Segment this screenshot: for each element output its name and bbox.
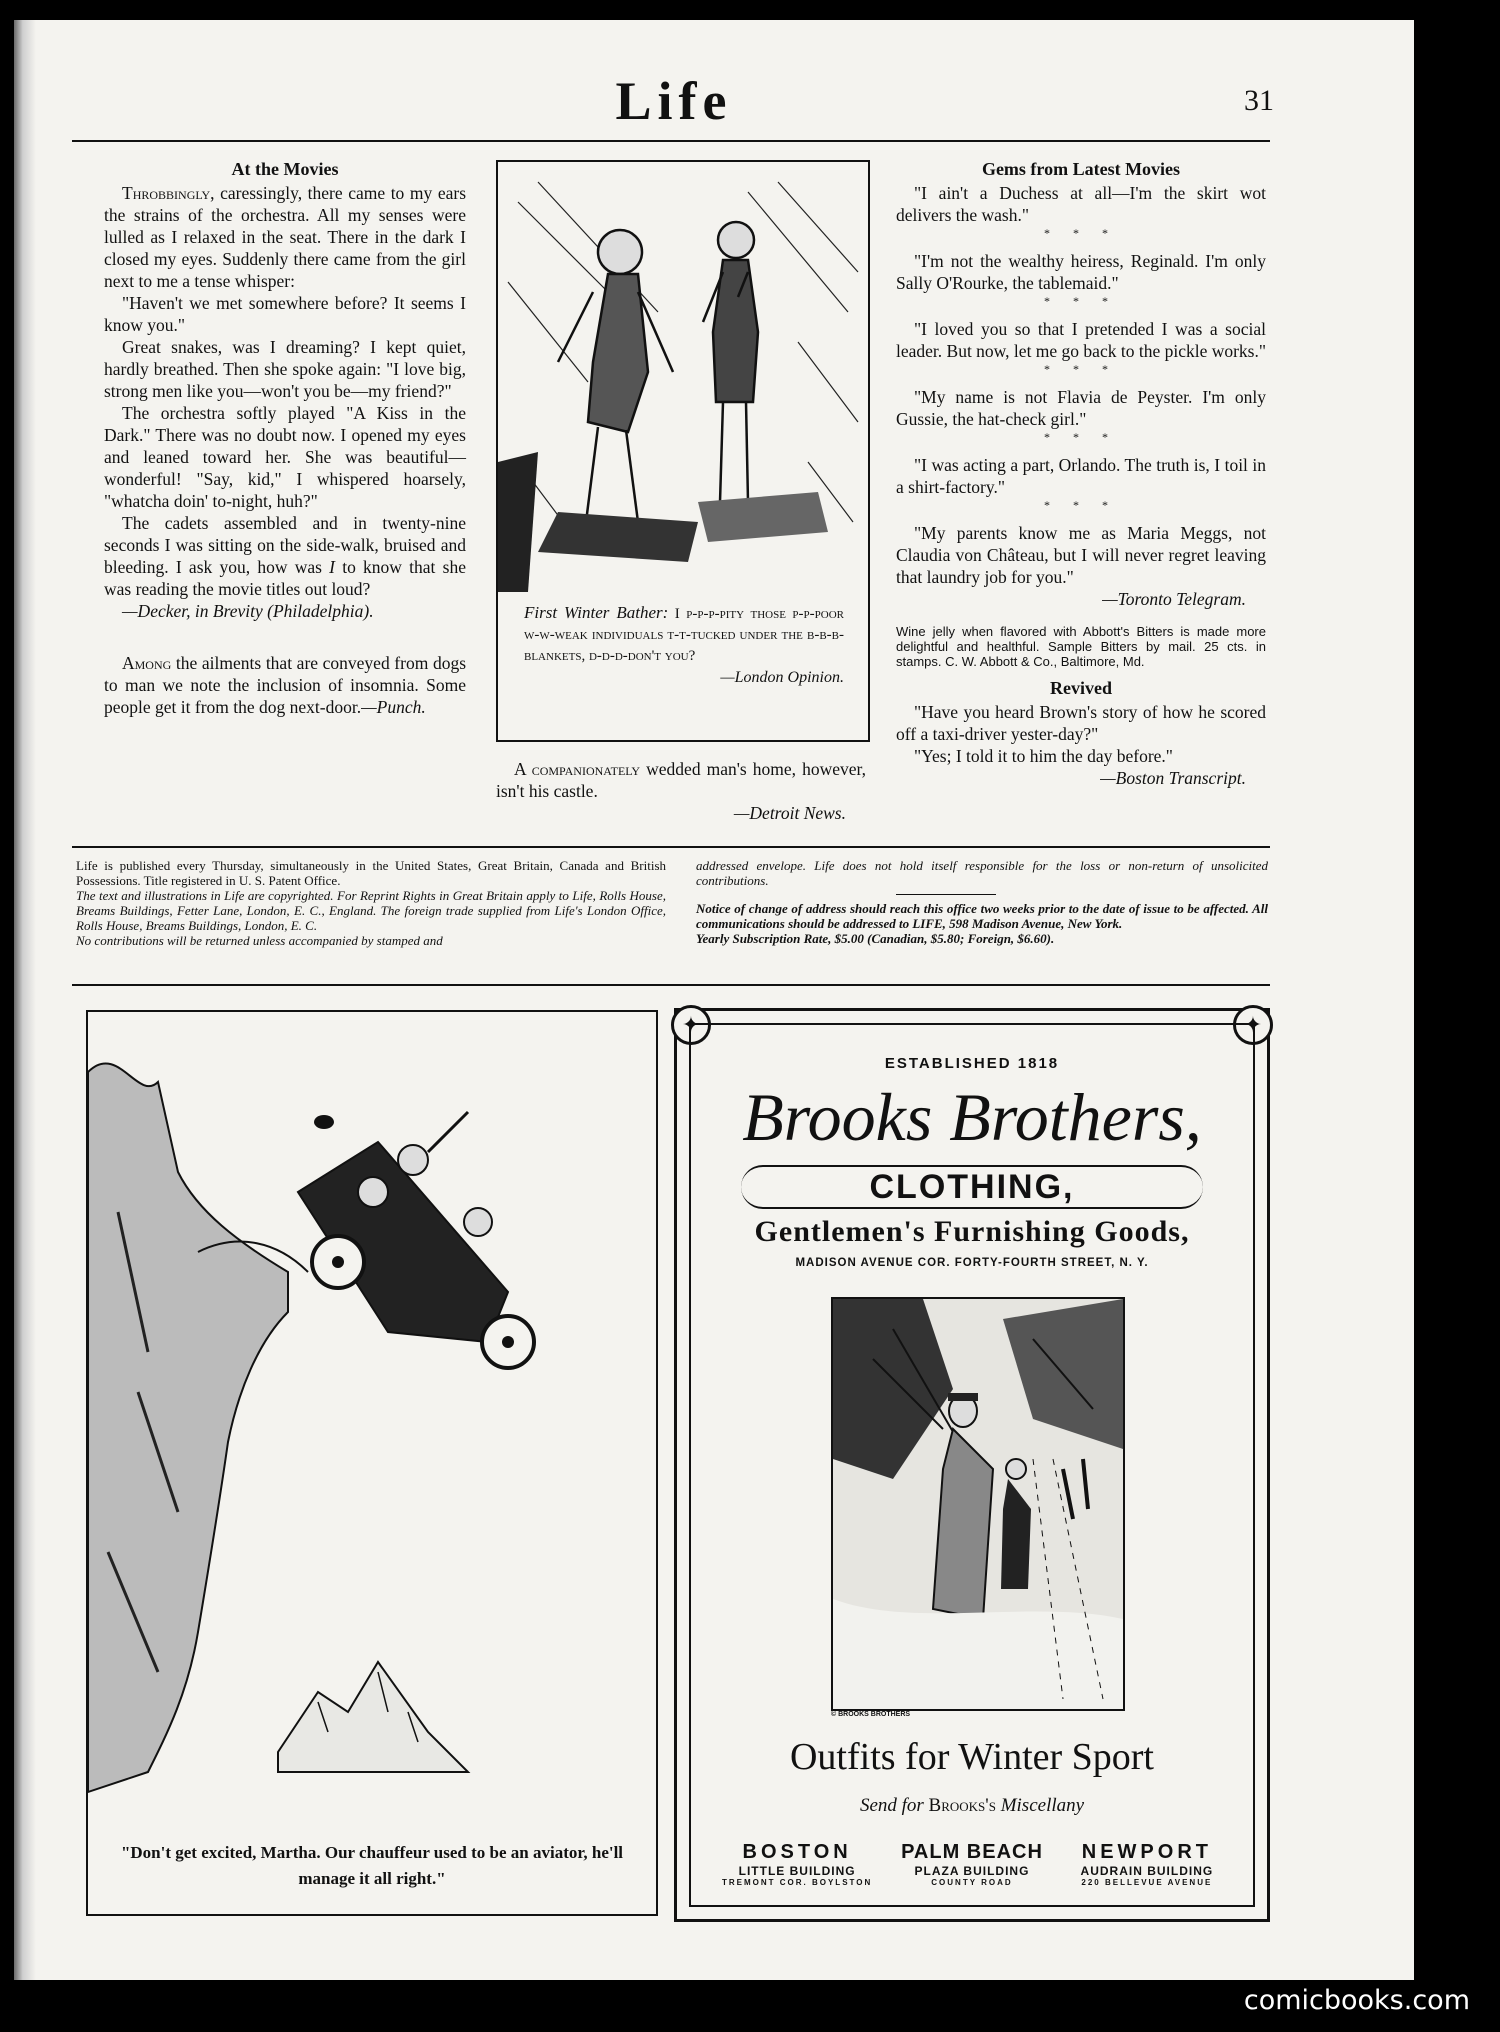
send-text: Miscellany <box>995 1795 1085 1816</box>
revived-attribution: —Boston Transcript. <box>1100 768 1246 788</box>
store-building: AUDRAIN BUILDING <box>1080 1864 1214 1878</box>
ad-store-locations <box>711 1841 1233 1887</box>
caption-text: I p-p-p-pity those p-p-poor w-w-weak individuals t-t-tucked under the b-b-b-blankets, d-d-d-don't you? <box>524 606 844 664</box>
store-boston <box>711 1841 883 1887</box>
story-paragraph: "Haven't we met somewhere before? It seems I know you." <box>104 293 466 335</box>
subscription-rate: Yearly Subscription Rate, $5.00 (Canadian, $5.80; Foreign, $6.60). <box>696 931 1055 946</box>
revived-paragraph: "Yes; I told it to him the day before." <box>914 746 1173 766</box>
paragraph-text: wedded man's home, however, isn't his castle. <box>496 759 866 801</box>
gem-quote: "I'm not the wealthy heiress, Reginald. I'm only Sally O'Rourke, the tablemaid." <box>896 251 1266 293</box>
notice-divider <box>896 894 996 895</box>
column-right <box>896 158 1266 789</box>
story-title-at-the-movies: At the Movies <box>231 159 339 179</box>
cartoon-caption: "Don't get excited, Martha. Our chauffeur used to be an aviator, he'll manage it all right." <box>120 1843 624 1888</box>
gem-quote: "I ain't a Duchess at all—I'm the skirt wot delivers the wash." <box>896 183 1266 225</box>
abbotts-bitters-notice: Wine jelly when flavored with Abbott's Bitters is made more delightful and healthful. Sample Bitters by mail. 25 cts. in stamps. C. W. Abbott & Co., Baltimore, Md. <box>896 624 1266 669</box>
star-separator: * * * <box>1044 294 1118 308</box>
store-city: PALM BEACH <box>901 1841 1043 1863</box>
gems-attribution: —Toronto Telegram. <box>1102 589 1246 609</box>
send-name: Brooks's <box>928 1795 996 1816</box>
paragraph-text: The cadets assembled and in twenty-nine seconds I was sitting on the side-walk, bruised and bleeding. I ask you, how was <box>104 513 466 577</box>
ad-clothing-banner: CLOTHING, <box>741 1165 1203 1209</box>
store-street: COUNTY ROAD <box>931 1878 1013 1887</box>
gem-quote: "My parents know me as Maria Meggs, not Claudia von Château, but I will never regret leaving that laundry job for you." <box>896 523 1266 587</box>
caption-speaker: First Winter Bather: <box>524 603 669 622</box>
cartoon-box-winter-bather <box>496 160 870 742</box>
paragraph-text: caressingly, there came to my ears the strains of the orchestra. All my senses were lulled as I relaxed in the seat. There in the dark I closed my eyes. Suddenly there came from the girl next to me a tense whisper: <box>104 183 466 291</box>
notice-text: The text and illustrations in Life are copyrighted. For Reprint Rights in Great Britain apply to Life, Rolls House, Breams Buildings, Fetter Lane, London, E. C., England. The foreign trade supplied from Life's London Office, Rolls House, Breams Buildings, London, E. C. <box>76 888 666 933</box>
star-separator: * * * <box>1044 362 1118 376</box>
store-city: NEWPORT <box>1081 1841 1212 1863</box>
masthead <box>74 70 1274 142</box>
ad-inner-border <box>689 1023 1255 1907</box>
story-attribution: —Decker, in Brevity (Philadelphia). <box>122 601 374 621</box>
ad-picture-credit: © BROOKS BROTHERS <box>831 1711 911 1718</box>
revived-paragraph: "Have you heard Brown's story of how he scored off a taxi-driver yester-day?" <box>896 702 1266 744</box>
cartoon-box-automobile-cliff <box>86 1010 658 1916</box>
star-separator: * * * <box>1044 226 1118 240</box>
notice-text: Life is published every Thursday, simultaneously in the United States, Great Britain, Canada and British Possessions. Title registered in U. S. Patent Office. <box>76 858 666 888</box>
winter-bather-illustration <box>498 162 868 592</box>
lead-word: Among <box>122 653 172 673</box>
notice-text: No contributions will be returned unless accompanied by stamped and <box>76 933 443 948</box>
page-gutter <box>14 20 36 1980</box>
star-separator: * * * <box>1044 430 1118 444</box>
column-left <box>104 158 466 718</box>
store-street: TREMONT COR. BOYLSTON <box>721 1878 873 1887</box>
masthead-rule <box>72 140 1270 142</box>
gem-quote: "I was acting a part, Orlando. The truth is, I toil in a shirt-factory." <box>896 455 1266 497</box>
italic-word: I <box>329 557 335 577</box>
paragraph-text: to know that she was reading the movie titles out loud? <box>104 557 466 599</box>
ad-brand-name: Brooks Brothers, <box>742 1079 1202 1155</box>
ad-illustration <box>831 1297 1125 1711</box>
publication-notice-left <box>76 858 666 948</box>
star-separator: * * * <box>1044 498 1118 512</box>
store-street: 220 BELLEVUE AVENUE <box>1081 1878 1213 1887</box>
story-attribution: —Punch. <box>361 697 426 717</box>
story-paragraph <box>104 512 466 600</box>
publication-notice-right <box>696 858 1268 946</box>
notice-text: addressed envelope. Life does not hold itself responsible for the loss or non-return of unsolicited contributions. <box>696 858 1268 888</box>
store-city: BOSTON <box>742 1841 852 1863</box>
magazine-page <box>14 20 1414 1980</box>
notice-rule-bottom <box>72 984 1270 986</box>
notice-rule-top <box>72 846 1270 848</box>
cartoon-attribution: —London Opinion. <box>720 669 844 686</box>
gems-title: Gems from Latest Movies <box>981 159 1181 179</box>
store-building: PLAZA BUILDING <box>914 1864 1030 1878</box>
story-paragraph: The orchestra softly played "A Kiss in the Dark." There was no doubt now. I opened my eyes and leaned toward her. She was beautiful—wonderful! "Say, kid," I whispered hoarsely, "whatcha doin' to-night, huh?" <box>104 403 466 511</box>
ad-headline: Outfits for Winter Sport <box>789 1736 1154 1778</box>
page-number: 31 <box>1244 84 1274 117</box>
gem-quote: "My name is not Flavia de Peyster. I'm only Gussie, the hat-check girl." <box>896 387 1266 429</box>
car-group <box>298 1112 534 1368</box>
ornament-icon: ✦ <box>1233 1005 1273 1045</box>
ad-established: ESTABLISHED 1818 <box>884 1055 1060 1072</box>
magazine-title: Life <box>615 71 733 131</box>
gem-quote: "I loved you so that I pretended I was a social leader. But now, let me go back to the pickle works." <box>896 319 1267 361</box>
companionately-joke <box>496 758 866 824</box>
store-palm-beach <box>886 1841 1058 1887</box>
cartoon-caption <box>524 602 844 688</box>
site-watermark: comicbooks.com <box>1243 1985 1470 2016</box>
winter-walkers-illustration <box>833 1299 1123 1709</box>
automobile-cliff-illustration <box>88 1012 656 1832</box>
story-paragraph: Great snakes, was I dreaming? I kept quiet, hardly breathed. Then she spoke again: "I love big, strong men like you—won't you be—my friend?" <box>104 337 466 401</box>
brooks-brothers-ad <box>674 1008 1270 1922</box>
ad-address: MADISON AVENUE COR. FORTY-FOURTH STREET, N. Y. <box>795 1257 1149 1269</box>
store-building: LITTLE BUILDING <box>738 1864 856 1878</box>
ad-send-for <box>691 1795 1253 1817</box>
paragraph-text: the ailments that are conveyed from dogs to man we note the inclusion of insomnia. Some people get it from the dog next-door. <box>104 653 466 717</box>
story-paragraph <box>104 652 466 718</box>
joke-attribution: —Detroit News. <box>733 803 846 823</box>
ornament-icon: ✦ <box>671 1005 711 1045</box>
joke-text <box>496 758 866 802</box>
revived-title: Revived <box>1050 678 1112 698</box>
store-newport <box>1061 1841 1233 1887</box>
send-text: Send for <box>859 1795 929 1816</box>
story-paragraph <box>104 182 466 292</box>
ad-gents-furnishing: Gentlemen's Furnishing Goods, <box>754 1215 1190 1248</box>
notice-text: Notice of change of address should reach this office two weeks prior to the date of issue to be affected. All communications should be addressed to LIFE, 598 Madison Avenue, New York. <box>696 901 1268 931</box>
lead-word: A companionately <box>514 759 641 779</box>
lead-word: Throbbingly, <box>122 183 215 203</box>
